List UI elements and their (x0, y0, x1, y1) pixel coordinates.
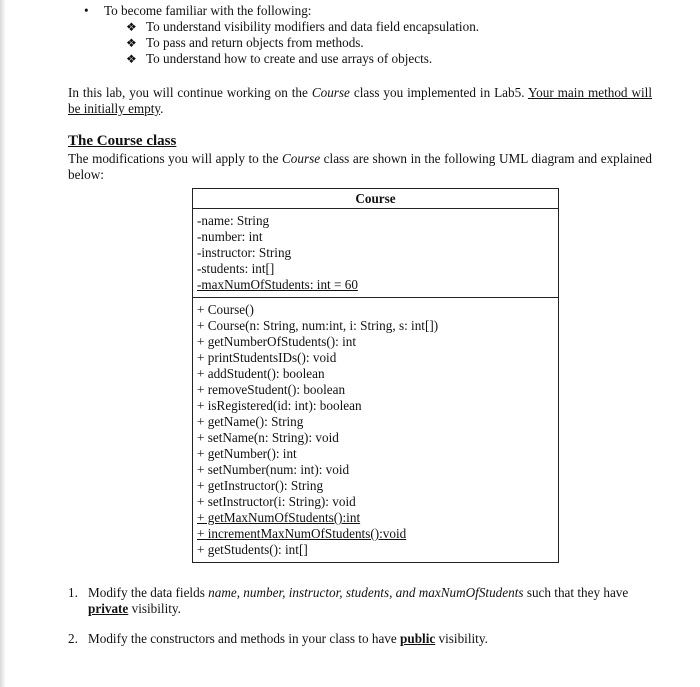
intro-lead (84, 3, 479, 19)
task-segment: visibility. (435, 631, 488, 646)
uml-method: + getNumberOfStudents(): int (197, 334, 357, 349)
visibility-keyword: private (88, 601, 129, 616)
bullet-icon: • (84, 3, 89, 18)
uml-method: + setInstructor(i: String): void (197, 494, 356, 509)
uml-method: + removeStudent(): boolean (197, 382, 346, 397)
paragraph-text: In this lab, you will continue working on the (68, 85, 312, 100)
diamond-bullet-icon: ❖ (126, 20, 137, 34)
uml-class-diagram (192, 188, 559, 563)
field-names: name, number, instructor, students, and maxNumOfStudents (208, 585, 524, 600)
uml-method: + getName(): String (197, 414, 304, 429)
task-list (68, 585, 652, 661)
class-name: Course (311, 85, 350, 100)
uml-static-method: + incrementMaxNumOfStudents():void (197, 526, 407, 541)
uml-method: + Course() (197, 302, 254, 317)
task-text (88, 585, 652, 617)
paragraph-text: . (160, 101, 164, 116)
intro-block (84, 3, 479, 67)
uml-method: + isRegistered(id: int): boolean (197, 398, 362, 413)
task-segment: visibility. (128, 601, 181, 616)
uml-method: + setNumber(num: int): void (197, 462, 350, 477)
goal-text: To understand how to create and use arrays of objects. (146, 51, 433, 66)
task-segment: such that they have (523, 585, 629, 600)
list-item (68, 631, 652, 647)
task-segment: Modify the constructors and methods in your class to have (88, 631, 401, 646)
uml-method: + addStudent(): boolean (197, 366, 325, 381)
uml-method: + Course(n: String, num:int, i: String, s: int[]) (197, 318, 439, 333)
section-description (68, 151, 652, 183)
uml-field: -number: int (197, 229, 263, 244)
intro-paragraph (68, 85, 652, 117)
goals-list (84, 19, 479, 67)
uml-method: + getInstructor(): String (197, 478, 324, 493)
intro-lead-text: To become familiar with the following: (104, 3, 312, 18)
task-segment: Modify the data fields (88, 585, 209, 600)
task-text (88, 631, 652, 647)
underlined-note: Your main method will be initially empty (68, 85, 652, 116)
uml-methods-section (193, 297, 558, 562)
diamond-bullet-icon: ❖ (126, 36, 137, 50)
uml-field: -instructor: String (197, 245, 292, 260)
list-item (126, 51, 479, 67)
uml-static-method: + getMaxNumOfStudents():int (197, 510, 361, 525)
diamond-bullet-icon: ❖ (126, 52, 137, 66)
task-number: 2. (68, 631, 78, 646)
goal-text: To understand visibility modifiers and data field encapsulation. (146, 19, 480, 34)
section-title: The Course class (68, 133, 177, 149)
paragraph-text: class are shown in the following UML diagram and explained below: (68, 151, 652, 182)
uml-fields-section (193, 209, 558, 297)
visibility-keyword: public (400, 631, 436, 646)
uml-field: -students: int[] (197, 261, 275, 276)
uml-field: -name: String (197, 213, 270, 228)
uml-method: + getNumber(): int (197, 446, 297, 461)
list-item (126, 19, 479, 35)
uml-static-field: -maxNumOfStudents: int = 60 (197, 277, 358, 292)
paragraph-text: The modifications you will apply to the (68, 151, 282, 166)
list-item (126, 35, 479, 51)
paragraph-text: class you implemented in Lab5. (349, 85, 528, 100)
task-number: 1. (68, 585, 78, 600)
list-item (68, 585, 652, 617)
uml-method: + getStudents(): int[] (197, 542, 308, 557)
uml-method: + setName(n: String): void (197, 430, 339, 445)
goal-text: To pass and return objects from methods. (146, 35, 364, 50)
page-edge-shadow (0, 0, 6, 687)
uml-class-title: Course (193, 189, 558, 209)
uml-method: + printStudentsIDs(): void (197, 350, 337, 365)
class-name: Course (282, 151, 321, 166)
